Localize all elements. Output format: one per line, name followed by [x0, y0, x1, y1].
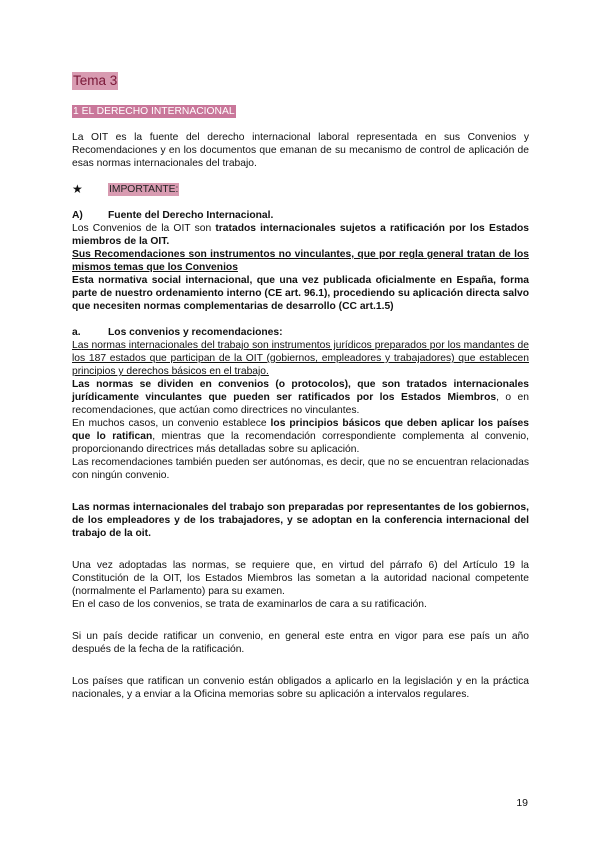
ratify-paragraph: Si un país decide ratificar un convenio, en general este entra en vigor para ese país un año después de la fecha de la ratificación.: [72, 631, 529, 655]
adoption-paragraph-2: En el caso de los convenios, se trata de examinarlos de cara a su ratificación.: [72, 599, 427, 610]
convenios-p3-text-b: , mientras que la recomendación correspondiente complementa al convenio, proporcionando directrices más detalladas sobre su aplicación.: [72, 431, 529, 455]
subsection-a-p1-text: Los Convenios de la OIT son: [72, 223, 216, 234]
section-heading: 1 EL DERECHO INTERNACIONAL: [73, 106, 235, 117]
convenios-p4: Las recomendaciones también pueden ser autónomas, es decir, que no se encuentran relacionadas con ningún convenio.: [72, 457, 529, 481]
subsection-a-p1: [72, 222, 529, 248]
subsection-a-number: A): [72, 210, 83, 221]
subsection-a-p1-bold: tratados internacionales sujetos a ratificación por los Estados miembros de la OIT.: [72, 223, 530, 247]
subsection-a-p2: Sus Recomendaciones son instrumentos no vinculantes, que por regla general tratan de los mismos temas que los Convenios: [72, 249, 529, 273]
convenios-p3: [72, 417, 529, 456]
subsection-a-heading: [72, 209, 529, 222]
page-content: [72, 72, 529, 701]
page-title: Tema 3: [73, 73, 118, 88]
convenios-p3-bold: los principios básicos que deben aplicar los países que lo ratifican: [72, 418, 530, 442]
convenios-p3-text-a: En muchos casos, un convenio establece: [72, 418, 271, 429]
convenios-p2: [72, 378, 529, 417]
subsection-a-p3: Esta normativa social internacional, que una vez publicada oficialmente en España, forma parte de nuestro ordenamiento interno (CE art. 96.1), procediendo su aplicación directa salvo que necesiten normas complementarias de desarrollo (CC art.1.5): [72, 275, 529, 312]
important-label: IMPORTANTE:: [109, 184, 179, 195]
obligation-paragraph: Los países que ratifican un convenio están obligados a aplicarlo en la legislación y en la práctica nacionales, y a enviar a la Oficina memorias sobre su aplicación a intervalos regulares.: [72, 676, 529, 700]
subsection-a-lower-number: a.: [72, 327, 81, 338]
subsection-a-lower-title: Los convenios y recomendaciones:: [108, 327, 283, 338]
convenios-p2-text: , o en recomendaciones, que actúan como directrices no vinculantes.: [72, 392, 529, 416]
subsection-a-lower-heading: [72, 326, 529, 339]
convenios-p2-bold: Las normas se dividen en convenios (o protocolos), que son tratados internacionales jurídicamente vinculantes que pueden ser ratificados por los Estados Miembros: [72, 379, 529, 403]
subsection-a-title: Fuente del Derecho Internacional.: [108, 210, 274, 221]
important-row: [72, 183, 529, 196]
star-icon: ★: [72, 182, 83, 196]
bold-paragraph: Las normas internacionales del trabajo son preparadas por representantes de los gobiernos, de los empleadores y de los trabajadores, y se adoptan en la conferencia internacional del trabajo de la oit.: [72, 502, 529, 539]
intro-paragraph: La OIT es la fuente del derecho internacional laboral representada en sus Convenios y Recomendaciones y en los documentos que emanan de su mecanismo de control de aplicación de esas normas internacionales del trabajo.: [72, 132, 529, 169]
adoption-paragraph-1: Una vez adoptadas las normas, se requiere que, en virtud del párrafo 6) del Artículo 19 la Constitución de la OIT, los Estados Miembros las sometan a la autoridad nacional competente (normalmente el Parlamento) para su examen.: [72, 560, 529, 597]
convenios-p1: Las normas internacionales del trabajo son instrumentos jurídicos preparados por los mandantes de los 187 estados que participan de la OIT (gobiernos, empleadores y trabajadores) que establecen principios y derechos básicos en el trabajo.: [72, 340, 529, 377]
page-number: 19: [516, 797, 528, 809]
